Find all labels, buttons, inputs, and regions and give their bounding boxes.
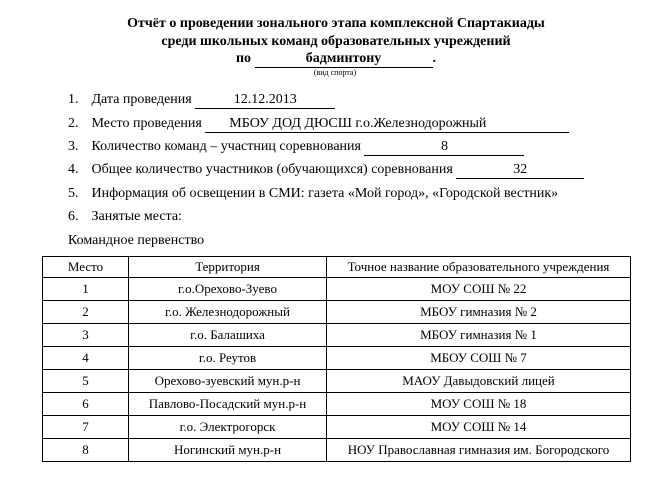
cell-place: 1 [43,278,129,301]
item-number: 1. [68,92,79,107]
sport-name: бадминтону [255,51,433,68]
cell-place: 5 [43,370,129,393]
cell-institution: МОУ СОШ № 22 [327,278,631,301]
item-label: Место проведения [91,116,202,131]
table-row [43,370,631,393]
item-label: Общее количество участников (обучающихся) соревнования [91,162,453,177]
item-number: 4. [68,162,79,177]
cell-place: 4 [43,347,129,370]
table-row [43,278,631,301]
cell-institution: МБОУ гимназия № 2 [327,301,631,324]
table-row [43,439,631,462]
info-item-places [68,209,182,225]
info-item-teams [68,139,524,156]
item-label: Дата проведения [91,92,192,107]
item-label: Занятые места: [91,209,182,224]
cell-institution: МОУ СОШ № 14 [327,416,631,439]
item-number: 5. [68,186,79,201]
item-value: 8 [364,139,524,156]
item-value: МБОУ ДОД ДЮСШ г.о.Железнодорожный [205,116,569,133]
header-place: Место [43,257,129,278]
report-title-line-3 [0,51,672,68]
table-row [43,393,631,416]
item-value: 32 [456,162,584,179]
cell-place: 7 [43,416,129,439]
cell-territory: Ногинский мун.р-н [129,439,327,462]
table-row [43,324,631,347]
item-label: Количество команд – участниц соревнования [91,139,361,154]
cell-territory: г.о. Электрогорск [129,416,327,439]
header-institution: Точное название образовательного учреждения [327,257,631,278]
info-item-participants [68,162,584,179]
report-title-line-1: Отчёт о проведении зонального этапа комплексной Спартакиады [127,16,545,31]
cell-territory: г.о.Орехово-Зуево [129,278,327,301]
cell-institution: НОУ Православная гимназия им. Богородского [327,439,631,462]
table-row [43,416,631,439]
info-item-place [68,116,569,133]
cell-institution: МБОУ гимназия № 1 [327,324,631,347]
table-header-row [43,257,631,278]
report-title-line-2: среди школьных команд образовательных учреждений [161,34,511,49]
cell-institution: МОУ СОШ № 18 [327,393,631,416]
item-number: 3. [68,139,79,154]
info-item-media [68,186,558,202]
cell-institution: МАОУ Давыдовский лицей [327,370,631,393]
table-row [43,301,631,324]
item-label: Информация об освещении в СМИ: газета «Мой город», «Городской вестник» [91,186,559,201]
cell-place: 3 [43,324,129,347]
sport-note: (вид спорта) [313,68,357,77]
title-prefix: по [235,51,252,66]
table-row [43,347,631,370]
header-territory: Территория [129,257,327,278]
results-table [42,256,631,462]
item-value: 12.12.2013 [195,92,335,109]
cell-place: 2 [43,301,129,324]
title-suffix: . [432,51,437,66]
cell-territory: г.о. Реутов [129,347,327,370]
cell-place: 6 [43,393,129,416]
item-number: 6. [68,209,79,224]
cell-territory: г.о. Балашиха [129,324,327,347]
cell-institution: МБОУ СОШ № 7 [327,347,631,370]
info-item-date [68,92,335,109]
section-label: Командное первенство [68,233,205,248]
item-number: 2. [68,116,79,131]
cell-territory: Орехово-зуевский мун.р-н [129,370,327,393]
cell-place: 8 [43,439,129,462]
cell-territory: г.о. Железнодорожный [129,301,327,324]
cell-territory: Павлово-Посадский мун.р-н [129,393,327,416]
